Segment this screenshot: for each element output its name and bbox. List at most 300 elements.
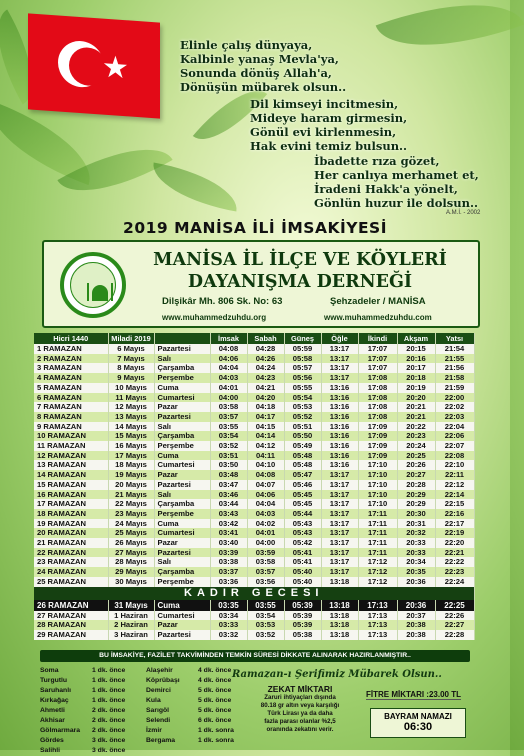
zekat-line: oranında zekatını verir.: [266, 726, 334, 733]
table-cell: 28 Mayıs: [108, 557, 154, 567]
table-cell: Cuma: [154, 383, 210, 393]
table-cell: 22:25: [435, 600, 474, 611]
table-row: [34, 548, 474, 558]
district-offset: 2 dk. önce: [92, 727, 126, 734]
table-cell: 17:12: [358, 577, 397, 587]
association-name-line2: DAYANIŞMA DERNEĞİ: [187, 272, 413, 292]
table-cell: 04:08: [247, 470, 284, 480]
table-cell: 03:52: [210, 441, 247, 451]
district-name: Kırkağaç: [40, 697, 69, 704]
table-cell: 03:50: [210, 460, 247, 470]
table-cell: 05:53: [284, 402, 321, 412]
table-cell: 03:58: [247, 557, 284, 567]
table-cell: 22:08: [435, 451, 474, 461]
table-cell: 17:13: [358, 600, 397, 611]
table-cell: 18 Mayıs: [108, 460, 154, 470]
table-cell: 05:40: [284, 577, 321, 587]
table-cell: 17:08: [358, 393, 397, 403]
column-header: [154, 333, 210, 344]
table-cell: 13:17: [321, 354, 358, 364]
kadir-section: [34, 587, 474, 611]
district-offset: 1 dk. önce: [92, 667, 126, 674]
table-cell: 03:32: [210, 630, 247, 640]
table-cell: 13:18: [321, 577, 358, 587]
table-cell: 03:37: [210, 567, 247, 577]
table-cell: 05:56: [284, 373, 321, 383]
association-address: Dilşikâr Mh. 806 Sk. No: 63: [162, 296, 283, 307]
district-offset-row: [40, 736, 136, 746]
table-cell: Salı: [154, 557, 210, 567]
district-offset: 5 dk. önce: [198, 697, 232, 704]
table-cell: 04:18: [247, 402, 284, 412]
table-cell: 17:08: [358, 373, 397, 383]
district-offset-row: [146, 686, 242, 696]
association-name: [44, 249, 478, 293]
table-cell: 17:13: [358, 620, 397, 630]
table-cell: Cumartesi: [154, 460, 210, 470]
table-cell: Cuma: [154, 600, 210, 611]
district-offset-row: [146, 666, 242, 676]
table-row: [34, 441, 474, 451]
table-row: [34, 528, 474, 538]
table-cell: 29 Mayıs: [108, 567, 154, 577]
table-cell: 04:02: [247, 519, 284, 529]
table-cell: 13:17: [321, 470, 358, 480]
table-cell: 13:17: [321, 344, 358, 354]
table-cell: 4 RAMAZAN: [34, 373, 108, 383]
table-cell: 20:37: [397, 611, 435, 621]
table-cell: 28 RAMAZAN: [34, 620, 108, 630]
table-cell: 04:20: [247, 393, 284, 403]
table-cell: 03:56: [247, 577, 284, 587]
table-cell: 25 RAMAZAN: [34, 577, 108, 587]
table-cell: 13:17: [321, 528, 358, 538]
table-cell: 04:00: [210, 393, 247, 403]
poem-line: Kalbinle yanaş Mevla'ya,: [180, 52, 339, 66]
table-cell: 20:31: [397, 519, 435, 529]
table-cell: 21:54: [435, 344, 474, 354]
zekat-line: fazla parası olanlar %2,5: [264, 718, 336, 725]
kadir-gecesi-title: KADIR GECESI: [34, 587, 474, 600]
table-cell: 27 RAMAZAN: [34, 611, 108, 621]
table-cell: 16 Mayıs: [108, 441, 154, 451]
column-header: Hicri 1440: [34, 333, 108, 344]
table-cell: 3 Haziran: [108, 630, 154, 640]
district-offset: 1 dk. sonra: [198, 737, 234, 744]
table-cell: 03:57: [210, 412, 247, 422]
table-cell: 20 RAMAZAN: [34, 528, 108, 538]
table-cell: 17:11: [358, 519, 397, 529]
table-cell: 03:34: [210, 611, 247, 621]
table-cell: 05:43: [284, 528, 321, 538]
table-cell: 17:10: [358, 490, 397, 500]
district-offset: 1 dk. önce: [92, 697, 126, 704]
table-cell: Çarşamba: [154, 499, 210, 509]
table-cell: 20:30: [397, 509, 435, 519]
poem-line: Elinle çalış dünyaya,: [180, 38, 313, 52]
table-cell: 18 RAMAZAN: [34, 509, 108, 519]
website-link-com[interactable]: www.muhammedzuhdu.com: [324, 313, 432, 322]
table-cell: 03:55: [247, 600, 284, 611]
poem-line: Mideye haram girmesin,: [250, 111, 408, 125]
table-cell: 20:25: [397, 451, 435, 461]
table-row: [34, 460, 474, 470]
column-header: Yatsı: [435, 333, 474, 344]
table-row: [34, 480, 474, 490]
table-cell: 20:33: [397, 538, 435, 548]
table-cell: 13:16: [321, 431, 358, 441]
district-name: Kula: [146, 697, 161, 704]
table-cell: 05:44: [284, 509, 321, 519]
table-cell: 20:21: [397, 412, 435, 422]
table-cell: 20 Mayıs: [108, 480, 154, 490]
table-cell: 17:10: [358, 470, 397, 480]
district-name: Turgutlu: [40, 677, 68, 684]
table-cell: 14 RAMAZAN: [34, 470, 108, 480]
table-cell: 16 RAMAZAN: [34, 490, 108, 500]
table-cell: Pazar: [154, 470, 210, 480]
district-offset-row: [40, 666, 136, 676]
table-cell: 03:38: [210, 557, 247, 567]
table-cell: 7 Mayıs: [108, 354, 154, 364]
table-cell: 17:13: [358, 611, 397, 621]
table-cell: 03:59: [247, 548, 284, 558]
table-cell: 03:43: [210, 509, 247, 519]
table-row: [34, 620, 474, 630]
table-row: [34, 519, 474, 529]
table-cell: 22:14: [435, 490, 474, 500]
poem-line: Gönül evi kirlenmesin,: [250, 125, 397, 139]
table-cell: 04:15: [247, 422, 284, 432]
table-cell: 31 Mayıs: [108, 600, 154, 611]
table-cell: 22 RAMAZAN: [34, 548, 108, 558]
table-cell: 2 RAMAZAN: [34, 354, 108, 364]
table-cell: 13:16: [321, 422, 358, 432]
turkish-flag: [28, 13, 160, 118]
table-cell: 20:35: [397, 567, 435, 577]
poem-stanza-1: [180, 38, 346, 94]
table-cell: 04:21: [247, 383, 284, 393]
table-cell: 05:39: [284, 620, 321, 630]
table-cell: 05:40: [284, 567, 321, 577]
table-cell: 13:17: [321, 490, 358, 500]
table-cell: 17:08: [358, 402, 397, 412]
column-header: Akşam: [397, 333, 435, 344]
table-cell: 22:16: [435, 509, 474, 519]
table-cell: 22:07: [435, 441, 474, 451]
star-icon: ★: [102, 49, 129, 87]
table-row: [34, 431, 474, 441]
table-cell: 21:58: [435, 373, 474, 383]
table-cell: 05:55: [284, 383, 321, 393]
poem-line: Sonunda dönüş Allah'a,: [180, 66, 332, 80]
table-cell: 04:23: [247, 373, 284, 383]
table-cell: 20:29: [397, 499, 435, 509]
table-cell: 22:06: [435, 431, 474, 441]
table-cell: 03:58: [210, 402, 247, 412]
table-cell: 04:10: [247, 460, 284, 470]
table-row: [34, 422, 474, 432]
table-cell: 25 Mayıs: [108, 528, 154, 538]
table-cell: 26 RAMAZAN: [34, 600, 108, 611]
column-header: Sabah: [247, 333, 284, 344]
table-cell: 20:36: [397, 577, 435, 587]
table-cell: 13:17: [321, 499, 358, 509]
table-cell: 03:53: [247, 620, 284, 630]
table-cell: 17:12: [358, 567, 397, 577]
district-offset-row: [40, 746, 136, 756]
table-cell: 6 Mayıs: [108, 344, 154, 354]
district-offsets-list-2: [146, 666, 242, 746]
column-header: Öğle: [321, 333, 358, 344]
table-cell: 13:17: [321, 538, 358, 548]
table-cell: 13:16: [321, 441, 358, 451]
table-cell: 17:09: [358, 441, 397, 451]
bayram-namazi-time: 06:30: [403, 721, 433, 733]
table-cell: 21 RAMAZAN: [34, 538, 108, 548]
table-cell: 05:46: [284, 480, 321, 490]
table-cell: 04:11: [247, 451, 284, 461]
table-cell: 04:03: [247, 509, 284, 519]
table-cell: 20:21: [397, 402, 435, 412]
table-cell: Pazar: [154, 402, 210, 412]
table-cell: 14 Mayıs: [108, 422, 154, 432]
table-body-end: [34, 611, 474, 640]
table-cell: 05:38: [284, 630, 321, 640]
table-cell: Cuma: [154, 451, 210, 461]
district-offset-row: [40, 686, 136, 696]
table-cell: 13:17: [321, 567, 358, 577]
table-cell: 03:39: [210, 548, 247, 558]
table-cell: 05:51: [284, 422, 321, 432]
table-cell: 24 RAMAZAN: [34, 567, 108, 577]
district-offset-row: [40, 706, 136, 716]
table-row: [34, 393, 474, 403]
table-cell: 17:08: [358, 412, 397, 422]
table-cell: 19 Mayıs: [108, 470, 154, 480]
zekat-title: ZEKAT MİKTARI: [267, 684, 333, 694]
table-cell: 04:07: [247, 480, 284, 490]
table-cell: Pazartesi: [154, 412, 210, 422]
table-cell: 13:18: [321, 630, 358, 640]
table-cell: 04:01: [247, 528, 284, 538]
table-cell: 04:06: [247, 490, 284, 500]
table-cell: 20:38: [397, 630, 435, 640]
district-name: Bergama: [146, 737, 176, 744]
table-cell: 22:22: [435, 557, 474, 567]
table-cell: Çarşamba: [154, 567, 210, 577]
table-cell: 17:10: [358, 480, 397, 490]
table-cell: 22:15: [435, 499, 474, 509]
table-cell: Pazartesi: [154, 548, 210, 558]
district-offset-row: [40, 716, 136, 726]
table-cell: 13:16: [321, 412, 358, 422]
table-cell: 21:59: [435, 383, 474, 393]
table-cell: 20:18: [397, 373, 435, 383]
table-cell: Pazartesi: [154, 630, 210, 640]
poem-line: İradeni Hakk'a yönelt,: [314, 182, 458, 196]
table-cell: 03:33: [210, 620, 247, 630]
table-cell: 03:40: [210, 538, 247, 548]
table-cell: 21:56: [435, 363, 474, 373]
table-cell: 20:19: [397, 383, 435, 393]
table-cell: Pazartesi: [154, 344, 210, 354]
table-cell: 13:17: [321, 557, 358, 567]
leaf-decoration: [376, 0, 524, 72]
table-cell: 17:09: [358, 451, 397, 461]
table-cell: Cumartesi: [154, 528, 210, 538]
table-cell: 05:49: [284, 441, 321, 451]
table-cell: 13:17: [321, 548, 358, 558]
table-row: [34, 499, 474, 509]
table-cell: 20:33: [397, 548, 435, 558]
table-row: [34, 611, 474, 621]
table-cell: 17 RAMAZAN: [34, 499, 108, 509]
table-cell: 20:34: [397, 557, 435, 567]
table-cell: 05:45: [284, 490, 321, 500]
table-row: [34, 373, 474, 383]
table-cell: 13:17: [321, 519, 358, 529]
table-cell: 04:03: [210, 373, 247, 383]
district-offset-row: [146, 706, 242, 716]
table-cell: 05:42: [284, 538, 321, 548]
table-cell: 03:42: [210, 519, 247, 529]
district-offsets-list-1: [40, 666, 136, 756]
table-cell: 13:18: [321, 611, 358, 621]
table-cell: 13:17: [321, 480, 358, 490]
table-cell: 05:52: [284, 412, 321, 422]
table-row: [34, 363, 474, 373]
table-row: [34, 412, 474, 422]
table-cell: 6 RAMAZAN: [34, 393, 108, 403]
table-cell: 13:16: [321, 451, 358, 461]
district-name: Alaşehir: [146, 667, 173, 674]
table-cell: 22:20: [435, 538, 474, 548]
page-title: 2019 MANİSA İLİ İMSAKİYESİ: [123, 219, 387, 237]
table-cell: 23 Mayıs: [108, 509, 154, 519]
district-name: Köprübaşı: [146, 677, 180, 684]
table-cell: 04:08: [210, 344, 247, 354]
table-cell: 27 Mayıs: [108, 548, 154, 558]
table-cell: 04:12: [247, 441, 284, 451]
district-offset: 2 dk. önce: [92, 717, 126, 724]
table-cell: Pazar: [154, 620, 210, 630]
table-cell: 20:23: [397, 431, 435, 441]
table-cell: 05:50: [284, 431, 321, 441]
district-offset-row: [146, 726, 242, 736]
table-cell: 17:11: [358, 548, 397, 558]
table-cell: 20:17: [397, 363, 435, 373]
district-name: Salihli: [40, 747, 61, 754]
table-cell: 05:47: [284, 470, 321, 480]
table-cell: 13 Mayıs: [108, 412, 154, 422]
table-cell: 17:11: [358, 538, 397, 548]
table-row: [34, 557, 474, 567]
table-cell: 22:00: [435, 393, 474, 403]
table-cell: 13:17: [321, 373, 358, 383]
table-cell: 22:10: [435, 460, 474, 470]
district-offset: 1 dk. önce: [92, 687, 126, 694]
poem-signature: A.M.İ. - 2002: [446, 210, 481, 216]
table-row: [34, 344, 474, 354]
column-header: İkindi: [358, 333, 397, 344]
table-cell: 04:28: [247, 344, 284, 354]
table-cell: 22:02: [435, 402, 474, 412]
poem-stanza-3: [314, 154, 479, 210]
table-cell: 17:07: [358, 363, 397, 373]
table-cell: 04:06: [210, 354, 247, 364]
table-cell: 22:26: [435, 611, 474, 621]
table-cell: 17:07: [358, 354, 397, 364]
table-cell: 13:16: [321, 383, 358, 393]
table-cell: 05:57: [284, 363, 321, 373]
district-name: Saruhanlı: [40, 687, 71, 694]
district-offset-row: [146, 716, 242, 726]
table-cell: 03:57: [247, 567, 284, 577]
website-link-org[interactable]: www.muhammedzuhdu.org: [162, 313, 267, 322]
district-offset-row: [40, 676, 136, 686]
table-cell: 30 Mayıs: [108, 577, 154, 587]
table-cell: 21 Mayıs: [108, 490, 154, 500]
table-row: [34, 402, 474, 412]
table-cell: 03:55: [210, 422, 247, 432]
table-cell: 20:22: [397, 422, 435, 432]
table-cell: 20:20: [397, 393, 435, 403]
table-cell: 05:59: [284, 344, 321, 354]
table-cell: 03:54: [210, 431, 247, 441]
imsakiye-table: [34, 333, 475, 640]
table-row: [34, 451, 474, 461]
table-cell: 05:48: [284, 451, 321, 461]
table-cell: 17:11: [358, 509, 397, 519]
table-cell: 04:26: [247, 354, 284, 364]
table-cell: 22:24: [435, 577, 474, 587]
table-cell: 03:36: [210, 577, 247, 587]
table-cell: 17:09: [358, 422, 397, 432]
table-cell: 13:17: [321, 509, 358, 519]
table-cell: 13:18: [321, 620, 358, 630]
table-cell: 22:21: [435, 548, 474, 558]
table-cell: 10 Mayıs: [108, 383, 154, 393]
district-offset: 4 dk. önce: [198, 667, 232, 674]
table-cell: 20:36: [397, 600, 435, 611]
district-offset-row: [146, 676, 242, 686]
table-row: [34, 509, 474, 519]
table-cell: 11 Mayıs: [108, 393, 154, 403]
table-cell: 22:04: [435, 422, 474, 432]
table-cell: Perşembe: [154, 441, 210, 451]
table-cell: 12 RAMAZAN: [34, 451, 108, 461]
table-cell: 8 Mayıs: [108, 363, 154, 373]
table-cell: 8 RAMAZAN: [34, 412, 108, 422]
table-cell: 04:17: [247, 412, 284, 422]
table-cell: 17:09: [358, 431, 397, 441]
district-offset: 5 dk. önce: [198, 707, 232, 714]
table-cell: 05:58: [284, 354, 321, 364]
table-cell: 05:48: [284, 460, 321, 470]
table-cell: 23 RAMAZAN: [34, 557, 108, 567]
poem-line: Hak evini temiz bulsun..: [250, 139, 408, 153]
district-offset-row: [40, 726, 136, 736]
table-cell: 15 RAMAZAN: [34, 480, 108, 490]
table-cell: 20:38: [397, 620, 435, 630]
district-offset-row: [146, 696, 242, 706]
district-name: Akhisar: [40, 717, 65, 724]
table-cell: 22:19: [435, 528, 474, 538]
table-cell: 05:41: [284, 557, 321, 567]
table-cell: 20:27: [397, 470, 435, 480]
table-cell: 13:16: [321, 393, 358, 403]
